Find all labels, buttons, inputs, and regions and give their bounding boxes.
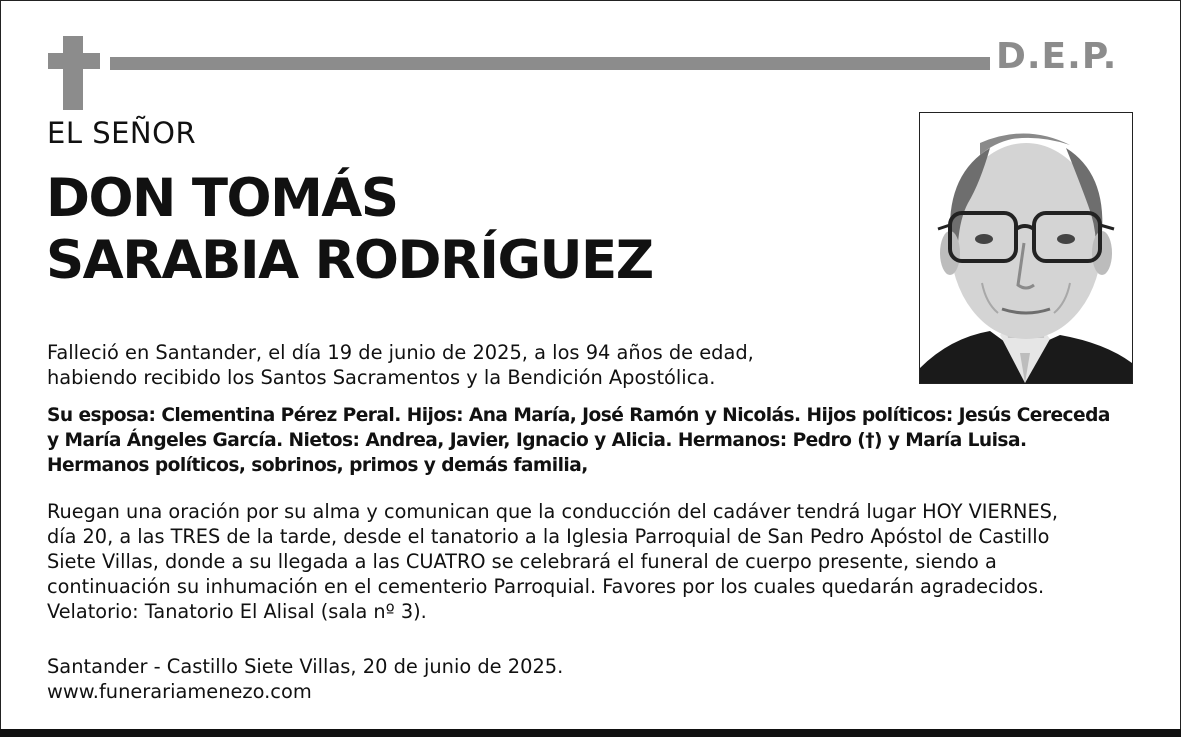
service-line: Ruegan una oración por su alma y comunican que la conducción del cadáver tendrá lugar HOY VIERNES, [47, 500, 1059, 523]
closing [47, 654, 563, 704]
death-notice-line: habiendo recibido los Santos Sacramentos y la Bendición Apostólica. [47, 366, 716, 389]
service-line: Velatorio: Tanatorio El Alisal (sala nº 3). [47, 600, 427, 623]
death-notice-line: Falleció en Santander, el día 19 de junio de 2025, a los 94 años de edad, [47, 341, 754, 364]
family-line: Hermanos políticos, sobrinos, primos y demás familia, [47, 455, 588, 476]
bottom-border [0, 729, 1181, 737]
service-line: continuación su inhumación en el cementerio Parroquial. Favores por los cuales quedarán agradecidos. [47, 575, 1045, 598]
deceased-name [46, 168, 653, 292]
cross-icon [48, 36, 100, 110]
website-link[interactable]: www.funerariamenezo.com [47, 680, 312, 703]
name-line: SARABIA RODRÍGUEZ [46, 230, 653, 291]
family-line: Su esposa: Clementina Pérez Peral. Hijos: Ana María, José Ramón y Nicolás. Hijos políticos: Jesús Cereceda [47, 405, 1110, 426]
place-date: Santander - Castillo Siete Villas, 20 de junio de 2025. [47, 655, 564, 678]
service-line: Siete Villas, donde a su llegada a las CUATRO se celebrará el funeral de cuerpo presente, siendo a [47, 550, 997, 573]
portrait-photo [919, 112, 1133, 384]
dep-badge: D.E.P. [996, 36, 1118, 77]
honorific: EL SEÑOR [47, 116, 197, 150]
service-details [47, 499, 1147, 624]
portrait-illustration [920, 113, 1132, 383]
service-line: día 20, a las TRES de la tarde, desde el tanatorio a la Iglesia Parroquial de San Pedro Apóstol de Castillo [47, 525, 1050, 548]
header-rule [110, 57, 990, 70]
family-list [47, 403, 1142, 478]
death-notice [47, 340, 907, 390]
name-line: DON TOMÁS [46, 168, 398, 229]
family-line: y María Ángeles García. Nietos: Andrea, Javier, Ignacio y Alicia. Hermanos: Pedro (†) y María Luisa. [47, 430, 1027, 451]
